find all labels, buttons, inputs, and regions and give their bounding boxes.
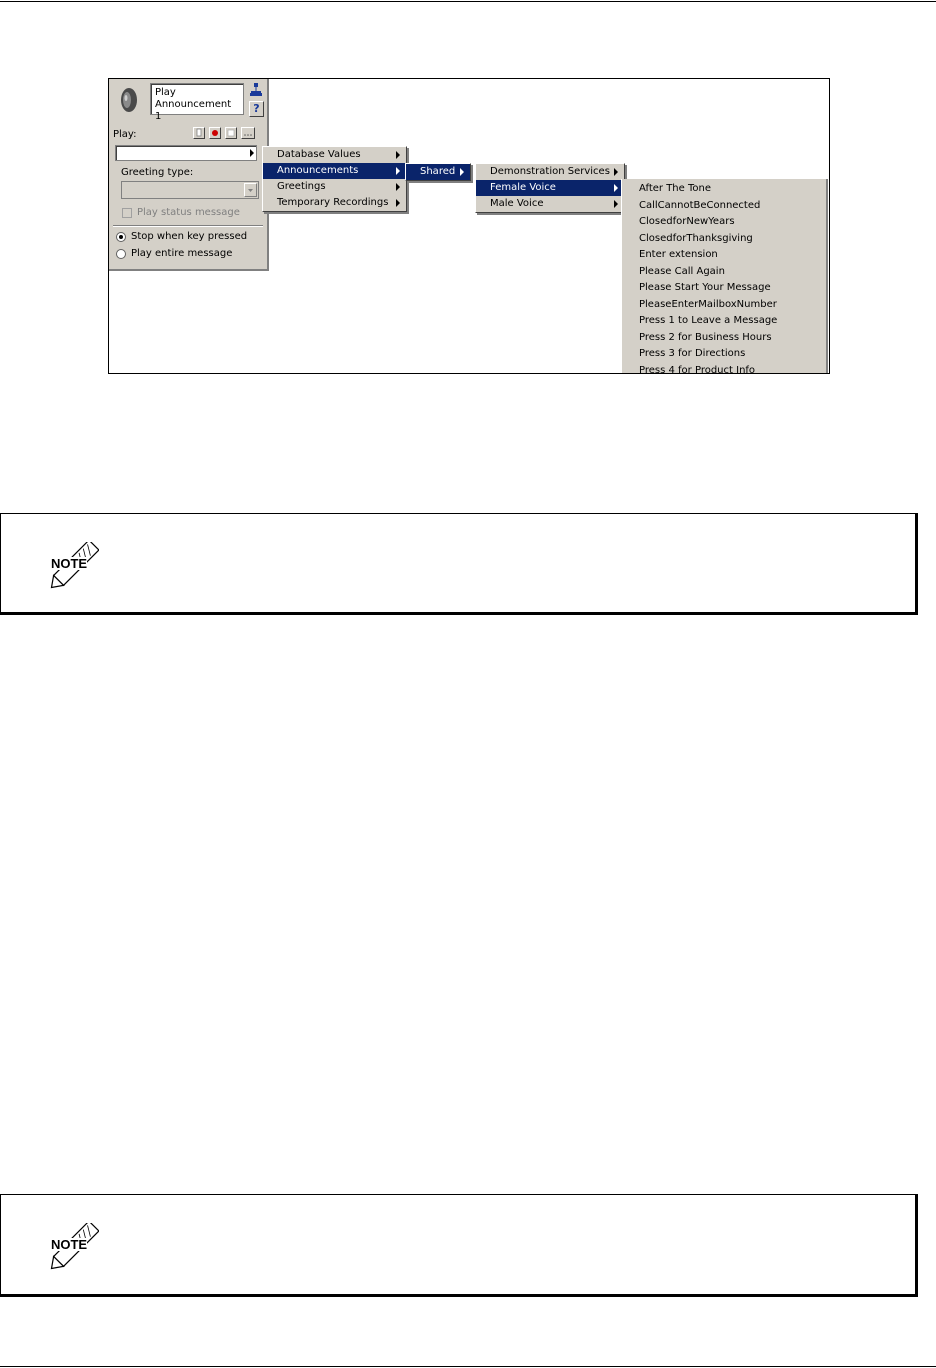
top-rule	[0, 1, 936, 2]
record-button[interactable]	[209, 127, 221, 139]
menu-item-label: Greetings	[277, 181, 326, 192]
submenu-arrow-icon	[396, 151, 400, 159]
play-entire-message-label: Play entire message	[131, 248, 233, 259]
submenu-arrow-icon	[614, 168, 618, 176]
menu-item-recording[interactable]: Enter extension	[639, 249, 718, 260]
browse-button[interactable]	[241, 127, 255, 139]
menu-item-recording[interactable]: CallCannotBeConnected	[639, 199, 761, 211]
record-icon	[210, 128, 220, 138]
menu-item-label: Male Voice	[490, 198, 544, 209]
menu-item-recording[interactable]: After The Tone	[639, 183, 711, 194]
speaker-icon	[115, 85, 145, 115]
menu-item-recording[interactable]: PleaseEnterMailboxNumber	[639, 298, 777, 310]
play-entire-message-radio[interactable]	[116, 249, 126, 259]
menu-item-label: Temporary Recordings	[277, 197, 389, 208]
node-title-line2: Announcement 1	[155, 99, 232, 122]
play-status-label: Play status message	[137, 207, 240, 218]
menu-item-recording[interactable]: ClosedforNewYears	[639, 216, 735, 227]
menu-item-announcements[interactable]	[263, 163, 406, 179]
open-file-button[interactable]	[193, 127, 205, 139]
note-icon	[45, 542, 99, 592]
note-box	[0, 1194, 918, 1297]
screenshot-figure	[108, 78, 830, 374]
menu-item-recording[interactable]: Press 1 to Leave a Message	[639, 315, 778, 326]
svg-text:NOTE: NOTE	[50, 556, 88, 571]
note-box	[0, 513, 918, 615]
greeting-type-select[interactable]	[121, 181, 259, 199]
menu-item-demonstration-services[interactable]	[476, 164, 624, 180]
svg-text:NOTE: NOTE	[50, 1237, 88, 1252]
stop-when-key-pressed-label: Stop when key pressed	[131, 231, 248, 242]
stop-button[interactable]	[225, 127, 237, 139]
menu-item-greetings[interactable]	[263, 179, 406, 195]
menu-item-shared[interactable]	[406, 164, 470, 180]
menu-item-male-voice[interactable]	[476, 196, 624, 212]
submenu-arrow-icon	[396, 167, 400, 175]
menu-item-label: Demonstration Services	[490, 166, 610, 177]
hierarchy-icon[interactable]	[250, 83, 262, 97]
submenu-arrow-icon	[614, 200, 618, 208]
submenu-arrow-icon	[396, 183, 400, 191]
chevron-down-icon[interactable]	[244, 183, 257, 197]
stop-when-key-pressed-radio[interactable]	[116, 232, 126, 242]
menu-item-recording[interactable]: ClosedforThanksgiving	[639, 232, 753, 244]
greeting-type-label: Greeting type:	[121, 167, 194, 178]
file-icon	[194, 128, 204, 138]
node-title-line1: Play	[155, 87, 176, 98]
shared-menu	[475, 163, 625, 213]
ellipsis-icon	[242, 128, 254, 138]
bottom-rule	[0, 1366, 936, 1367]
menu-item-recording[interactable]: Please Call Again	[639, 265, 725, 277]
female-voice-menu	[621, 179, 828, 374]
menu-item-temporary-recordings[interactable]	[263, 195, 406, 211]
submenu-arrow-icon	[460, 168, 464, 176]
play-input[interactable]	[115, 145, 257, 161]
node-title-box	[150, 83, 244, 122]
help-button[interactable]: ?	[249, 101, 264, 117]
note-icon	[45, 1223, 99, 1273]
menu-item-female-voice[interactable]	[476, 180, 624, 196]
play-source-menu	[262, 146, 407, 212]
menu-item-recording[interactable]: Press 4 for Product Info	[639, 364, 756, 374]
play-properties-panel	[109, 79, 269, 271]
stop-icon	[226, 128, 236, 138]
menu-item-database-values[interactable]	[263, 147, 406, 163]
play-submenu-arrow-icon[interactable]	[250, 149, 254, 157]
menu-item-label: Database Values	[277, 149, 361, 160]
menu-item-recording[interactable]: Press 3 for Directions	[639, 348, 746, 359]
play-label: Play:	[113, 129, 137, 140]
play-status-checkbox[interactable]	[122, 208, 132, 218]
menu-item-label: Female Voice	[490, 182, 556, 193]
menu-item-label: Announcements	[277, 165, 359, 176]
submenu-arrow-icon	[614, 184, 618, 192]
divider	[113, 225, 263, 227]
announcements-menu	[405, 163, 471, 181]
menu-item-recording[interactable]: Press 2 for Business Hours	[639, 331, 772, 343]
submenu-arrow-icon	[396, 199, 400, 207]
menu-item-recording[interactable]: Please Start Your Message	[639, 282, 771, 293]
menu-item-label: Shared	[420, 166, 456, 177]
